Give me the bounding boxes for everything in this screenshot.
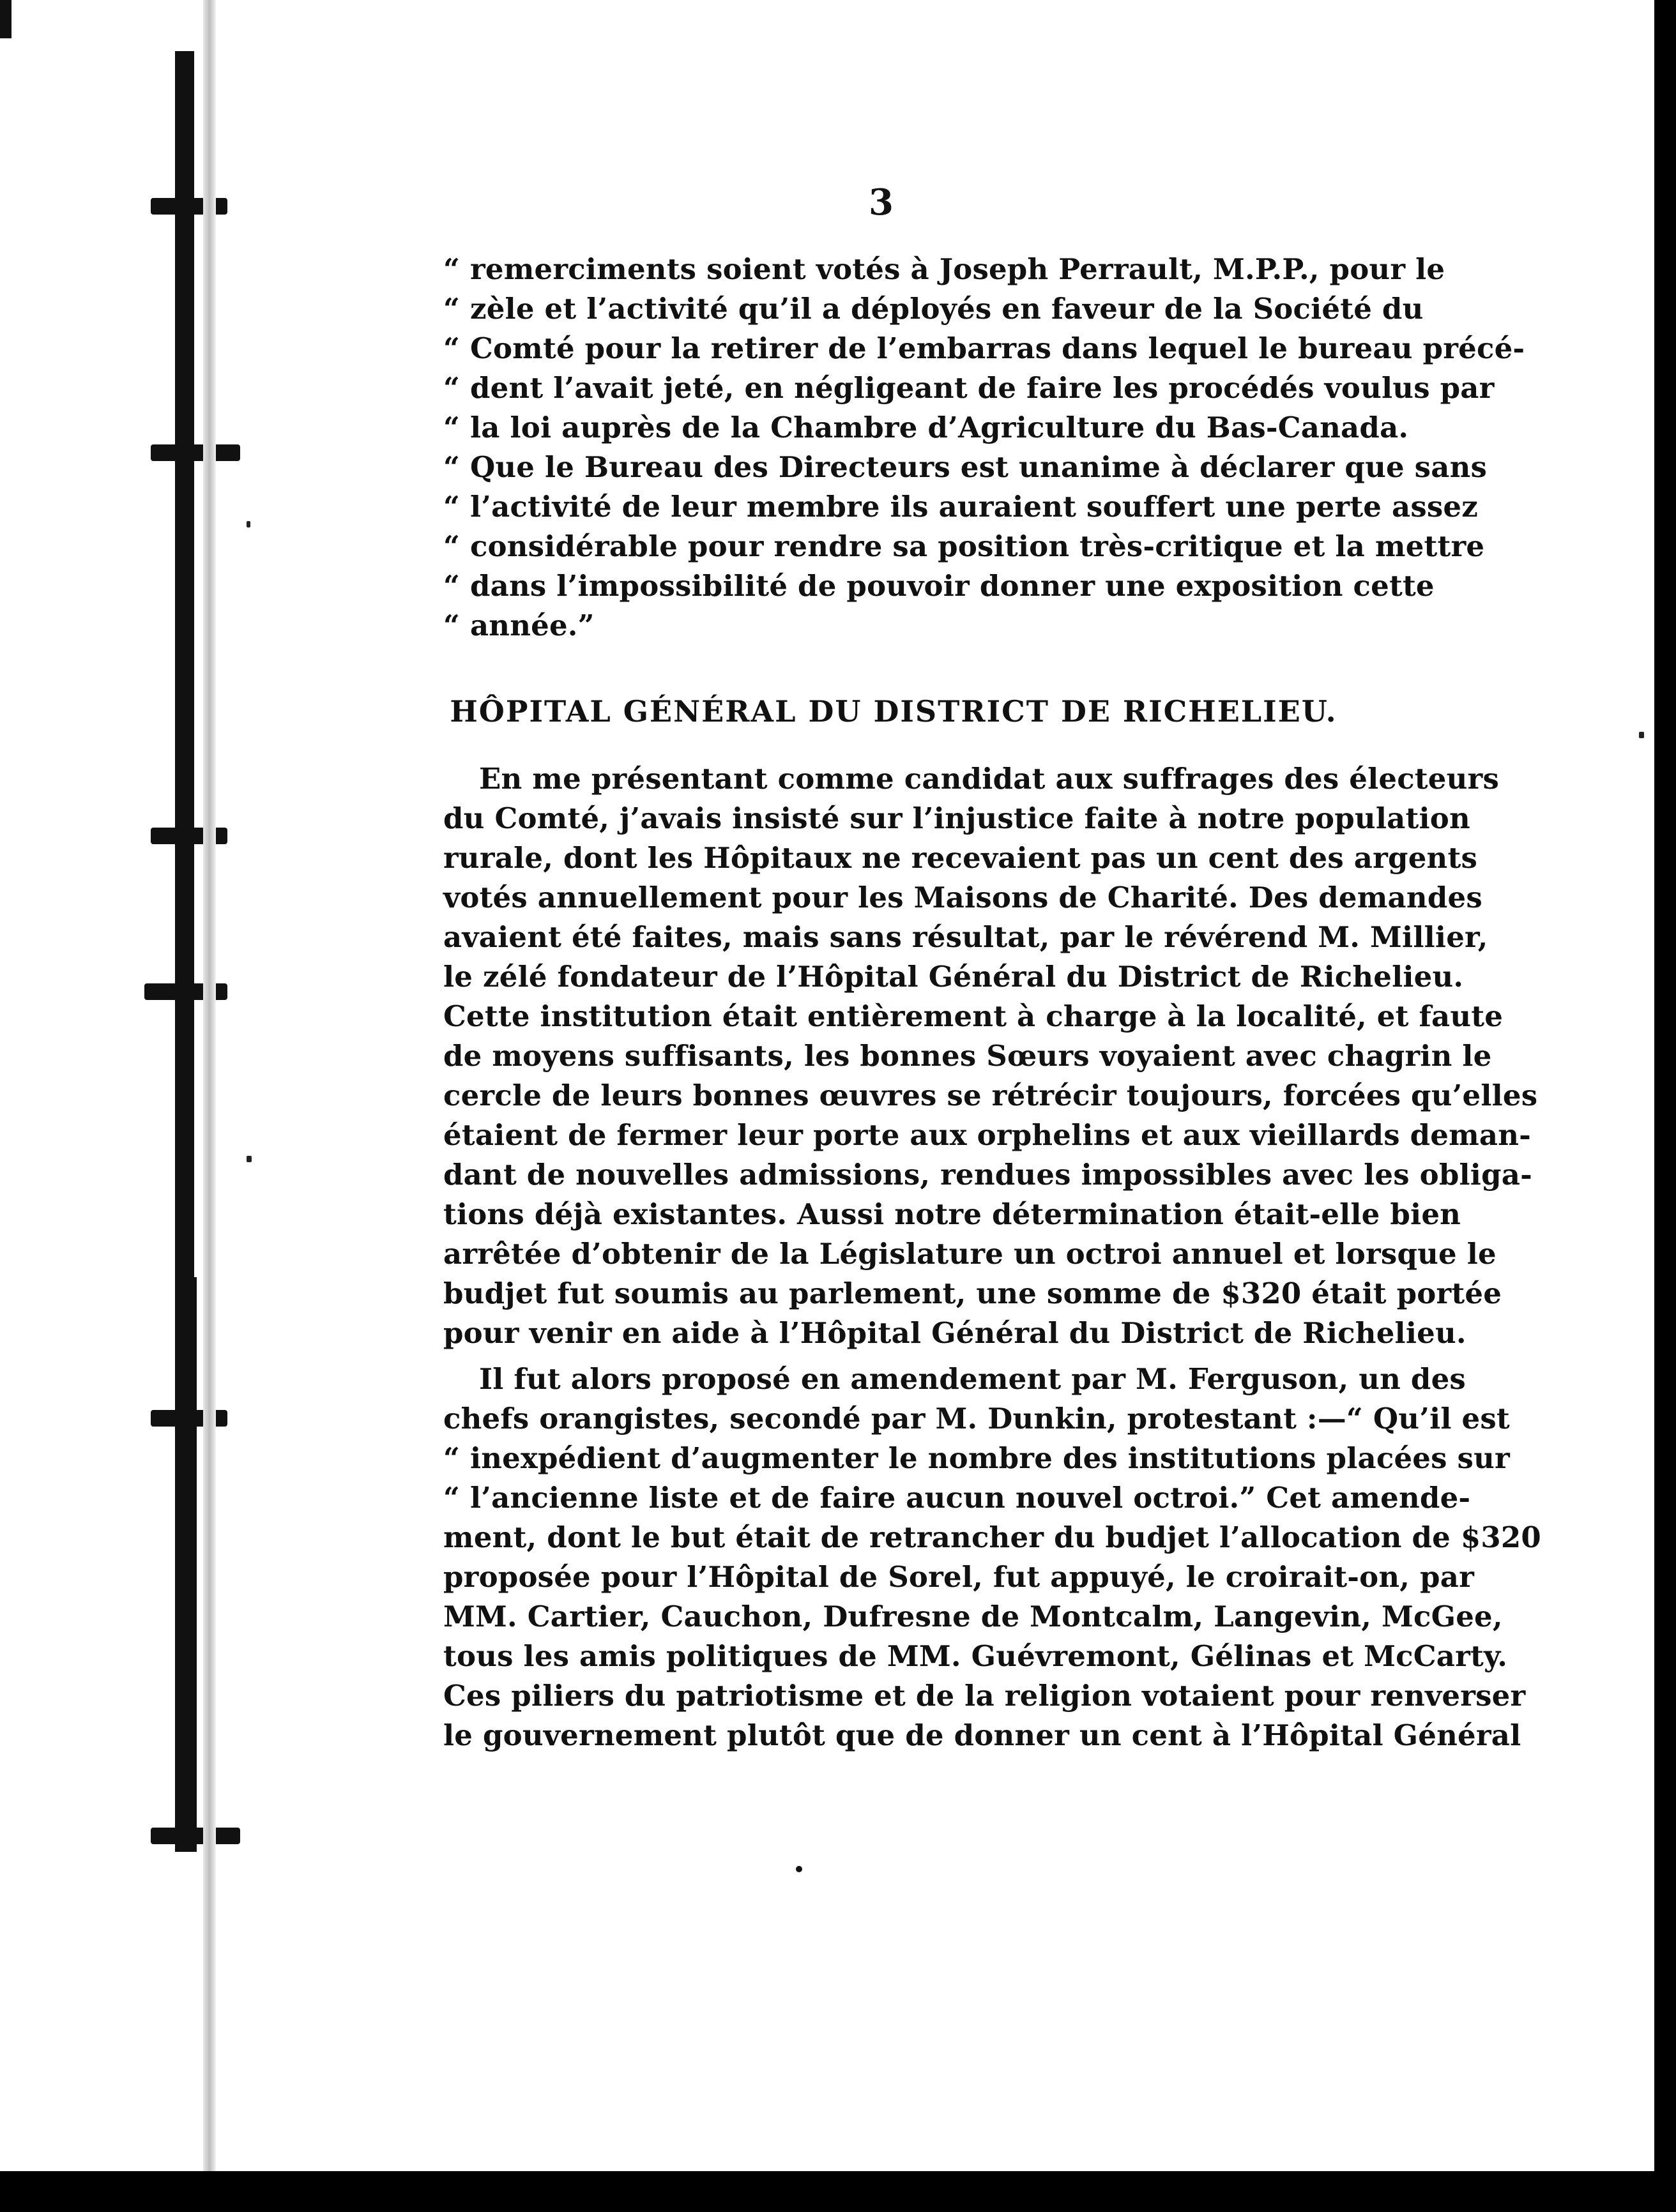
paragraph-line: Il fut alors proposé en amendement par M. Ferguson, un des xyxy=(479,1362,1466,1396)
paragraph-line: votés annuellement pour les Maisons de Charité. Des demandes xyxy=(443,881,1482,914)
paragraph-line: Cette institution était entièrement à charge à la localité, et faute xyxy=(443,999,1504,1033)
paragraph-line: ment, dont le but était de retrancher du budjet l’allocation de $320 xyxy=(443,1520,1541,1554)
paragraph-line: arrêtée d’obtenir de la Législature un octroi annuel et lorsque le xyxy=(443,1237,1497,1271)
paragraph-line: cercle de leurs bonnes œuvres se rétrécir toujours, forcées qu’elles xyxy=(443,1079,1538,1112)
scan-speck xyxy=(1639,732,1644,738)
scan-border-bottom xyxy=(0,2171,1676,2212)
binding-stitch xyxy=(151,444,240,461)
scan-corner-mark xyxy=(0,0,11,38)
paragraph-line: “ inexpédient d’augmenter le nombre des institutions placées sur xyxy=(443,1441,1510,1475)
binding-stitch xyxy=(151,828,227,844)
paragraph-line: MM. Cartier, Cauchon, Dufresne de Montcalm, Langevin, McGee, xyxy=(443,1600,1503,1633)
footer-dot xyxy=(796,1866,802,1872)
paragraph-line: budjet fut soumis au parlement, une somme de $320 était portée xyxy=(443,1276,1502,1310)
paragraph-line: dant de nouvelles admissions, rendues impossibles avec les obliga- xyxy=(443,1158,1533,1192)
binding-stitch xyxy=(151,1410,227,1427)
quote-line: “ remerciments soient votés à Joseph Perrault, M.P.P., pour le xyxy=(443,252,1445,286)
paragraph-line: “ l’ancienne liste et de faire aucun nouvel octroi.” Cet amende- xyxy=(443,1481,1471,1515)
quote-line: “ zèle et l’activité qu’il a déployés en faveur de la Société du xyxy=(443,292,1424,326)
paragraph-line: tous les amis politiques de MM. Guévremont, Gélinas et McCarty. xyxy=(443,1639,1508,1673)
paragraph-line: du Comté, j’avais insisté sur l’injustice faite à notre population xyxy=(443,801,1470,835)
scan-speck xyxy=(247,521,250,527)
paragraph-line: rurale, dont les Hôpitaux ne recevaient pas un cent des argents xyxy=(443,841,1477,875)
section-heading: HÔPITAL GÉNÉRAL DU DISTRICT DE RICHELIEU. xyxy=(450,694,1337,729)
quote-line: “ année.” xyxy=(443,609,595,642)
paragraph-line: En me présentant comme candidat aux suffrages des électeurs xyxy=(479,762,1499,796)
quote-line: “ dans l’impossibilité de pouvoir donner une exposition cette xyxy=(443,569,1435,603)
paragraph-line: pour venir en aide à l’Hôpital Général du District de Richelieu. xyxy=(443,1316,1466,1350)
quote-line: “ Comté pour la retirer de l’embarras dans lequel le bureau précé- xyxy=(443,331,1525,365)
quote-line: “ la loi auprès de la Chambre d’Agriculture du Bas-Canada. xyxy=(443,411,1409,444)
binding-stitch xyxy=(151,1828,240,1844)
scan-speck xyxy=(247,1156,252,1162)
paragraph-line: proposée pour l’Hôpital de Sorel, fut appuyé, le croirait-on, par xyxy=(443,1560,1474,1594)
scan-border-right xyxy=(1654,0,1676,2212)
paragraph-line: étaient de fermer leur porte aux orphelins et aux vieillards deman- xyxy=(443,1118,1532,1152)
paragraph-line: de moyens suffisants, les bonnes Sœurs voyaient avec chagrin le xyxy=(443,1039,1492,1073)
quote-line: “ Que le Bureau des Directeurs est unanime à déclarer que sans xyxy=(443,450,1488,484)
quote-line: “ considérable pour rendre sa position très-critique et la mettre xyxy=(443,529,1485,563)
paragraph-line: Ces piliers du patriotisme et de la religion votaient pour renverser xyxy=(443,1679,1526,1713)
paragraph-line: avaient été faites, mais sans résultat, par le révérend M. Millier, xyxy=(443,920,1488,954)
quote-line: “ dent l’avait jeté, en négligeant de faire les procédés voulus par xyxy=(443,371,1495,405)
binding-fold xyxy=(203,0,216,2171)
page-number: 3 xyxy=(869,181,894,223)
quote-line: “ l’activité de leur membre ils auraient souffert une perte assez xyxy=(443,490,1479,524)
binding-spine-lower xyxy=(180,1277,197,1852)
paragraph-line: tions déjà existantes. Aussi notre détermination était-elle bien xyxy=(443,1197,1461,1231)
paragraph-line: le zélé fondateur de l’Hôpital Général du District de Richelieu. xyxy=(443,960,1464,994)
paragraph-line: le gouvernement plutôt que de donner un cent à l’Hôpital Général xyxy=(443,1718,1521,1752)
binding-strip xyxy=(0,0,230,2171)
paragraph-line: chefs orangistes, secondé par M. Dunkin, protestant :—“ Qu’il est xyxy=(443,1402,1510,1436)
binding-stitch xyxy=(151,198,227,215)
